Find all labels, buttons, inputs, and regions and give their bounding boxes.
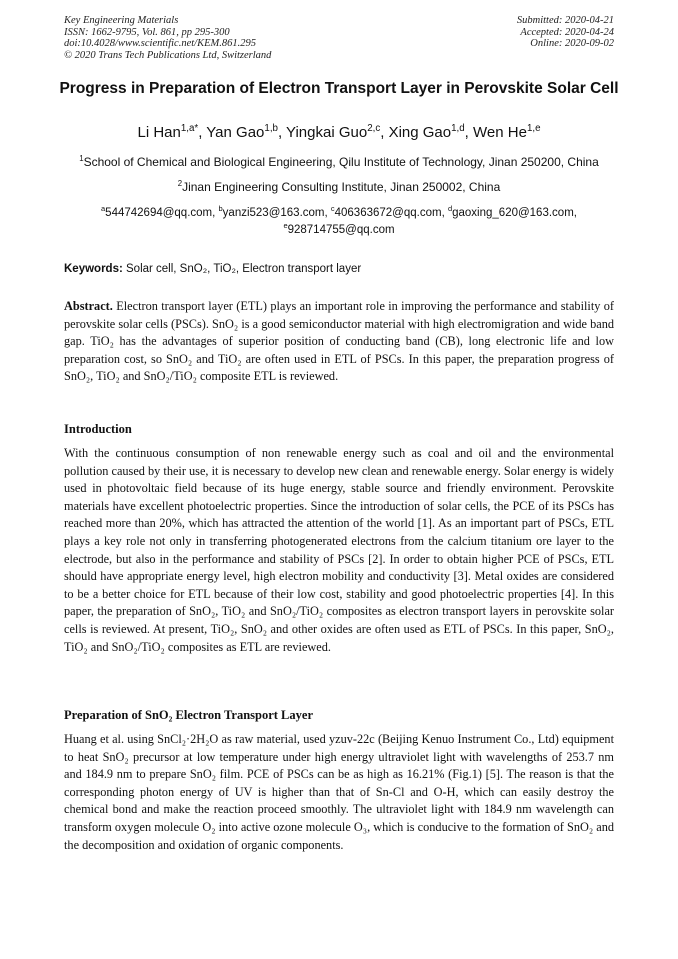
- author: Li Han$^{1,a*}$: [137, 123, 199, 141]
- author: Wen He$^{1,e}$: [473, 123, 541, 141]
- affiliation-2: $^2$Jinan Engineering Consulting Institute, Jinan 250002, China: [177, 179, 501, 194]
- submitted-date: Submitted: 2020-04-21: [516, 15, 614, 26]
- author-list: Li Han$^{1,a*}$, Yan Gao$^{1,b}$, Yingkai Guo$^{2,c}$, Xing Gao$^{1,d}$, Wen He$^{1,e}$: [137, 123, 541, 141]
- email-link[interactable]: $^c$406363672@qq.com: [330, 204, 442, 219]
- introduction-text: With the continuous consumption of non renewable energy such as coal and oil and the environmental pollution caused by their use, it is necessary to develop new clean and renewable energy. Solar energy is widely used in photovoltaic field because of its huge energy, stable source and friendly environment. Perovskite materials have excellent photoelectric properties. Since the introduction of solar cells, the PCE of its PSCs has reached more than 20%, which has attracted the attention of the world [1]. As an important part of PSCs, ETL plays a key role not only in transferring photogenerated electrons from the calcium titanium ore layer to the electrode, but also in the performance and stability of PSCs [2]. In order to obtain higher PCE of PSCs, ETL should have appropriate energy level, high electron mobility and conductivity [3]. Metal oxides are considered to be a better choice for ETL because of their low cost, stability and good photoelectric properties [4]. In this paper, the preparation of SnO₂, TiO₂ and SnO₂/TiO₂ composites as electron transport layers in perovskite solar cells is reviewed. At present, TiO₂, SnO₂ and other oxides are often used as ETL of PSCs. In this paper, SnO₂, TiO₂ and SnO₂/TiO₂ composites as ETL are reviewed.: [64, 446, 614, 654]
- author: Yingkai Guo$^{2,c}$: [286, 123, 381, 141]
- email-link[interactable]: $^e$928714755@qq.com: [283, 221, 395, 236]
- accepted-date: Accepted: 2020-04-24: [520, 26, 614, 38]
- online-date: Online: 2020-09-02: [530, 38, 614, 50]
- journal-name: Key Engineering Materials: [64, 15, 179, 26]
- email-link[interactable]: $^a$544742694@qq.com: [101, 204, 213, 219]
- paper-title: Progress in Preparation of Electron Transport Layer in Perovskite Solar Cell: [59, 80, 619, 97]
- author: Yan Gao$^{1,b}$: [206, 123, 278, 141]
- keywords-text: Solar cell, SnO₂, TiO₂, Electron transport layer: [126, 263, 362, 275]
- copyright-line: © 2020 Trans Tech Publications Ltd, Switzerland: [64, 49, 272, 61]
- author: Xing Gao$^{1,d}$: [388, 123, 465, 141]
- email-link[interactable]: $^b$yanzi523@163.com: [218, 204, 325, 219]
- email-link[interactable]: $^d$gaoxing_620@163.com: [447, 204, 574, 219]
- publication-dates: [517, 15, 614, 50]
- affiliation-1: $^1$School of Chemical and Biological Engineering, Qilu Institute of Technology, Jinan 250200, China: [79, 154, 599, 169]
- introduction-heading: Introduction: [64, 422, 132, 436]
- doi-line[interactable]: doi:10.4028/www.scientific.net/KEM.861.295: [64, 38, 256, 50]
- preparation-heading: Preparation of SnO₂ Electron Transport Layer: [64, 708, 313, 722]
- journal-info: [64, 15, 271, 61]
- abstract: [64, 298, 614, 386]
- abstract-label: Abstract.: [64, 299, 113, 313]
- keywords: [64, 262, 614, 277]
- keywords-label: Keywords:: [64, 263, 123, 275]
- abstract-text: Electron transport layer (ETL) plays an important role in improving the performance and stability of perovskite solar cells (PSCs). SnO₂ is a good semiconductor material with high electromigration and wide band gap. TiO₂ has the advantages of superior position of conducting band (CB), long electronic life and low preparation cost, so SnO₂ and TiO₂ are often used in ETL of PSCs. In this paper, the preparation progress of SnO₂, TiO₂ and SnO₂/TiO₂ composite ETL is reviewed.: [64, 299, 614, 384]
- issn-line: ISSN: 1662-9795, Vol. 861, pp 295-300: [64, 26, 230, 38]
- preparation-text: Huang et al. using SnCl₂·2H₂O as raw material, used yzuv-22c (Beijing Kenuo Instrument Co., Ltd) equipment to heat SnO₂ precursor at low temperature under high energy ultraviolet light with wavelengths of 253.7 nm and 184.9 nm to prepare SnO₂ film. PCE of PSCs can be as high as 16.21% (Fig.1) [5]. The reason is that the corresponding photon energy of UV is higher than that of Sn-Cl and O-H, which can easily destroy the chemical bond and make the reaction proceed smoothly. The ultraviolet light with 184.9 nm wavelength can transform oxygen molecule O₂ into active ozone molecule O₃, which is conducive to the formation of SnO₂ and the decomposition and oxidation of organic components.: [64, 732, 614, 852]
- author-emails: $^a$544742694@qq.com, $^b$yanzi523@163.com, $^c$406363672@qq.com, $^d$gaoxing_620@163.com, $^e$928714755@qq.com: [101, 204, 577, 236]
